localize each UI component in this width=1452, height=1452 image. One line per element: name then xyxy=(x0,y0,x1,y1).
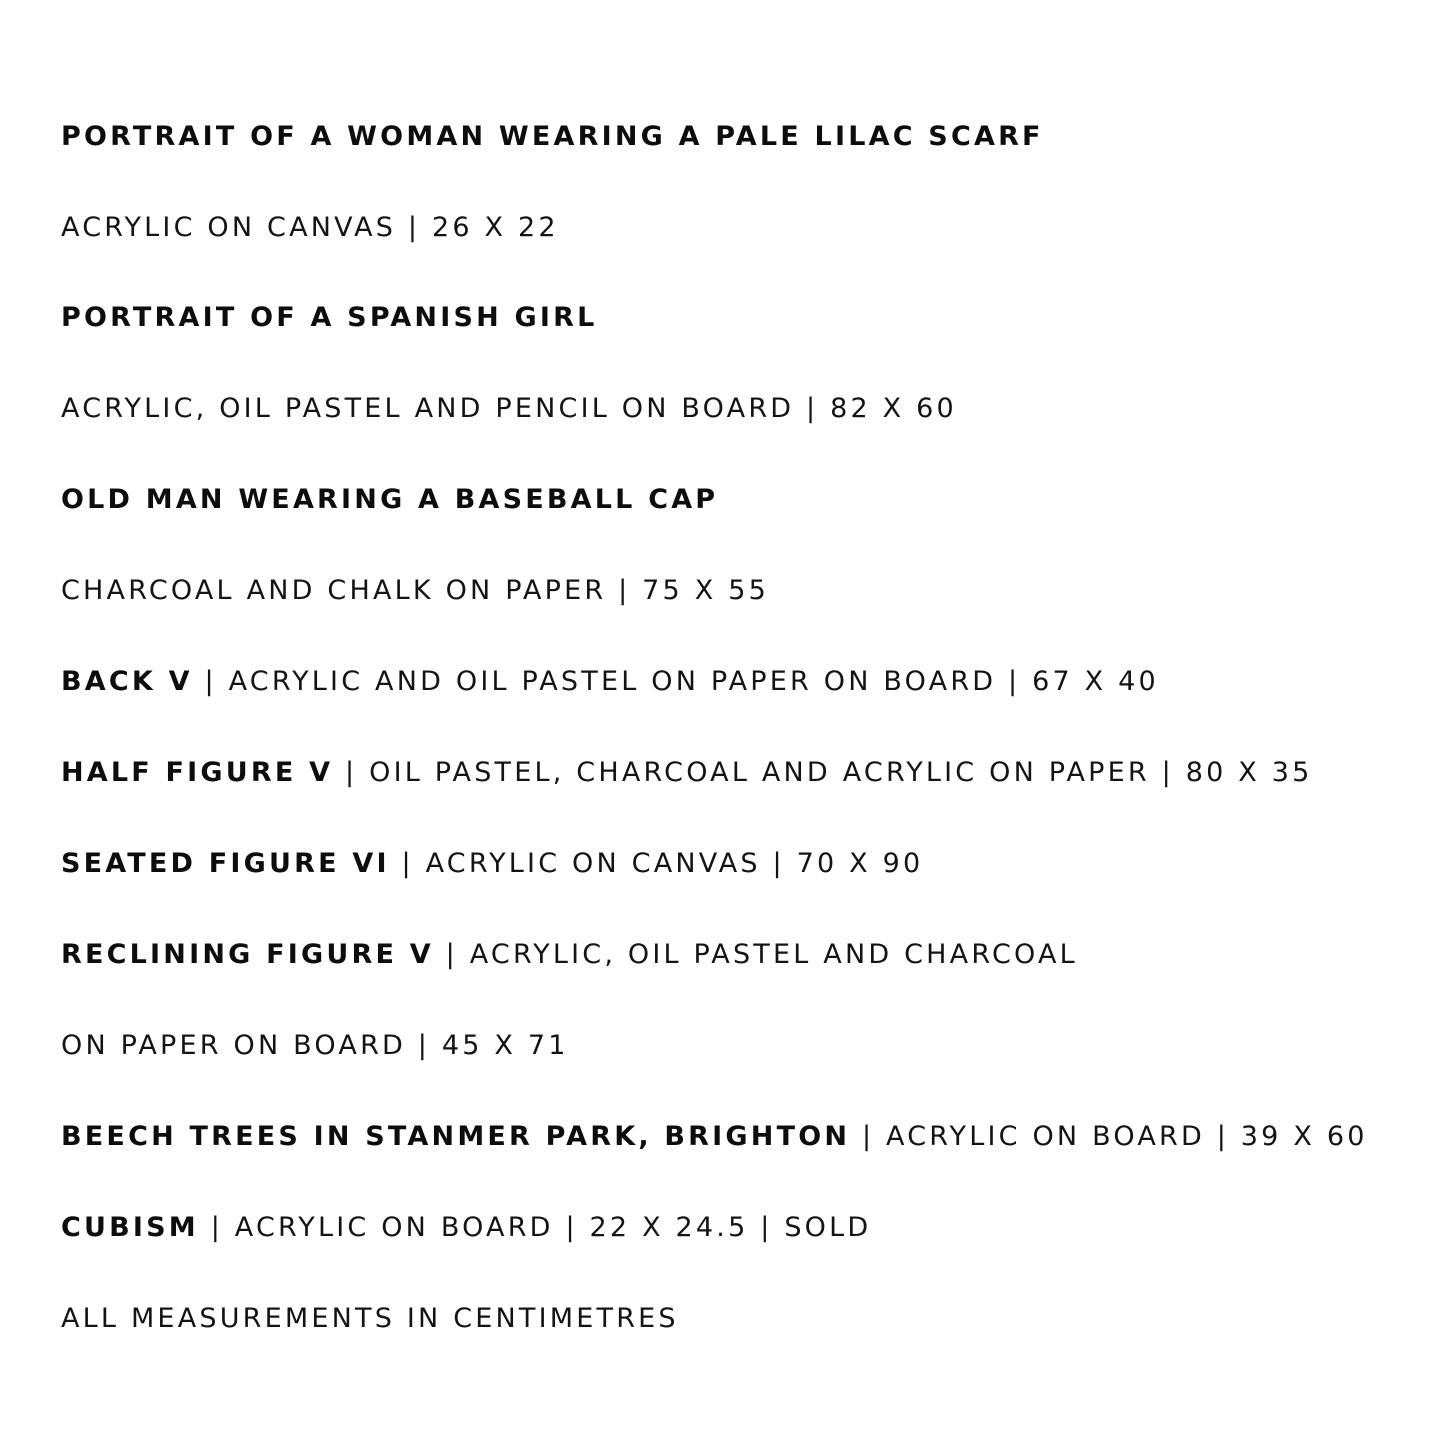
separator: | xyxy=(210,1212,223,1243)
artwork-title-1: PORTRAIT OF A WOMAN WEARING A PALE LILAC SCARF xyxy=(61,121,1044,152)
artwork-details-6: ACRYLIC ON CANVAS | 70 X 90 xyxy=(425,848,924,879)
separator: | xyxy=(401,848,414,879)
artwork-details-5: OIL PASTEL, CHARCOAL AND ACRYLIC ON PAPER | 80 X 35 xyxy=(369,757,1313,788)
artwork-title-7: RECLINING FIGURE V xyxy=(61,939,434,970)
artwork-details-8: ACRYLIC ON BOARD | 39 X 60 xyxy=(886,1121,1368,1152)
artwork-title-2: PORTRAIT OF A SPANISH GIRL xyxy=(61,302,598,333)
separator: | xyxy=(861,1121,875,1152)
artwork-row-6 xyxy=(61,846,923,882)
artwork-details-4: ACRYLIC AND OIL PASTEL ON PAPER ON BOARD | 67 X 40 xyxy=(228,666,1159,697)
artwork-title-6: SEATED FIGURE VI xyxy=(61,848,390,879)
artwork-title-3: OLD MAN WEARING A BASEBALL CAP xyxy=(61,484,719,515)
artwork-details-9: ACRYLIC ON BOARD | 22 X 24.5 | SOLD xyxy=(234,1212,872,1243)
artwork-row-8 xyxy=(61,1119,1368,1155)
separator: | xyxy=(445,939,458,970)
artwork-details-7-continued: ON PAPER ON BOARD | 45 X 71 xyxy=(61,1030,569,1061)
artwork-details-1: ACRYLIC ON CANVAS | 26 X 22 xyxy=(61,212,559,243)
artwork-row-7 xyxy=(61,937,1078,973)
artwork-row-4 xyxy=(61,664,1159,700)
artwork-title-8: BEECH TREES IN STANMER PARK, BRIGHTON xyxy=(61,1121,851,1152)
separator: | xyxy=(204,666,217,697)
separator: | xyxy=(345,757,358,788)
artwork-row-9 xyxy=(61,1210,871,1246)
artwork-details-7: ACRYLIC, OIL PASTEL AND CHARCOAL xyxy=(469,939,1078,970)
artwork-details-3: CHARCOAL AND CHALK ON PAPER | 75 X 55 xyxy=(61,575,769,606)
artwork-details-2: ACRYLIC, OIL PASTEL AND PENCIL ON BOARD | 82 X 60 xyxy=(61,393,957,424)
measurement-footnote: ALL MEASUREMENTS IN CENTIMETRES xyxy=(61,1303,679,1334)
artwork-title-9: CUBISM xyxy=(61,1212,199,1243)
artwork-row-5 xyxy=(61,755,1313,791)
artwork-title-4: BACK V xyxy=(61,666,193,697)
artwork-title-5: HALF FIGURE V xyxy=(61,757,334,788)
